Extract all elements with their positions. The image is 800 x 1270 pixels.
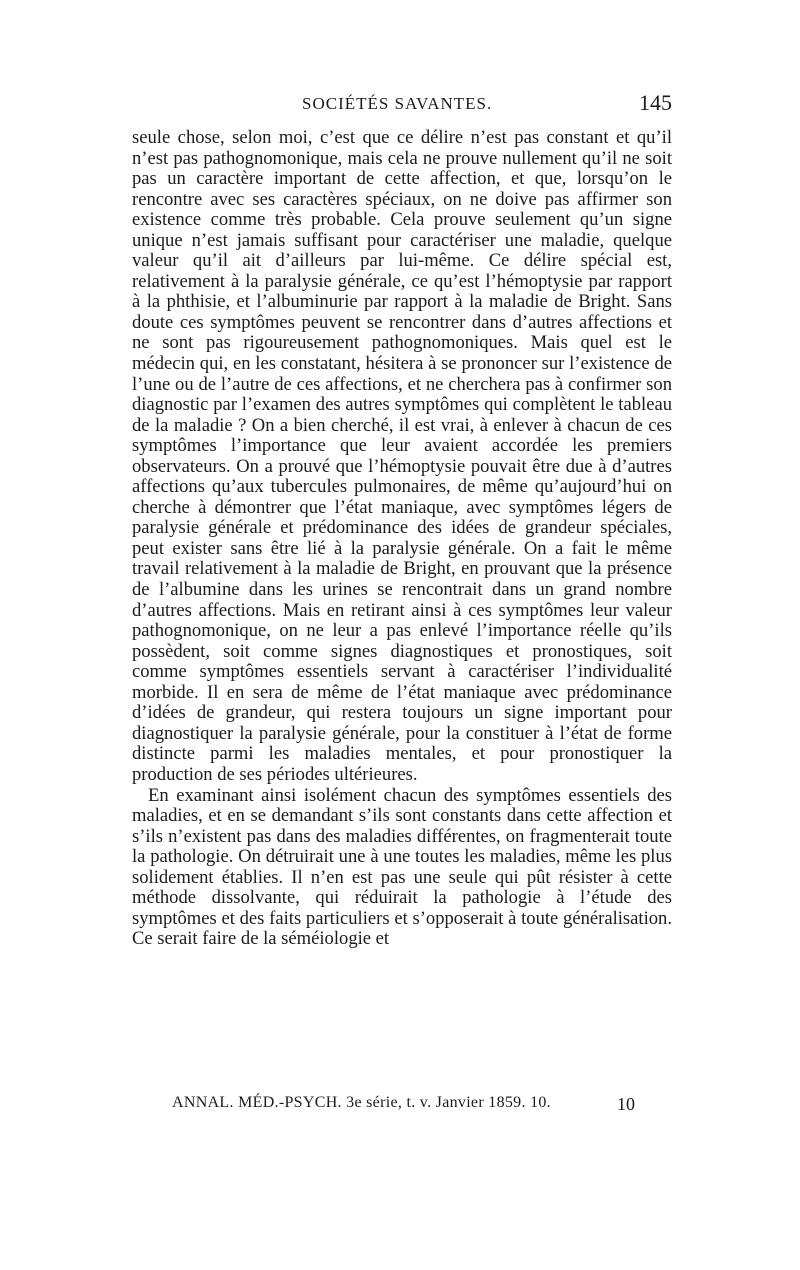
page-number: 145: [639, 90, 672, 115]
page-header: [132, 90, 680, 120]
paragraph-2: En examinant ainsi isolément chacun des symptômes essentiels des maladies, et en se demandant s’ils sont constants dans cette affection et s’ils n’existent pas dans des maladies différentes, on fragmenterait toute la pathologie. On détruirait une à une toutes les maladies, même les plus solidement établies. Il n’en est pas une seule qui pût résister à cette méthode dissolvante, qui réduirait la pathologie à l’étude des symptômes et des faits particuliers et s’opposerait à toute généralisation. Ce serait faire de la séméiologie et: [132, 784, 672, 950]
page-footer: [172, 1094, 652, 1118]
printer-signature-line: ANNAL. MÉD.-PSYCH. 3e série, t. v. Janvier 1859. 10.: [172, 1094, 551, 1111]
body-text: [132, 128, 672, 950]
paragraph-1: seule chose, selon moi, c’est que ce délire n’est pas constant et qu’il n’est pas pathognomonique, mais cela ne prouve nullement qu’il ne soit pas un caractère important de cette affection, et que, lorsqu’on le rencontre avec ses caractères spéciaux, on ne doive pas affirmer son existence comme très probable. Cela prouve seulement qu’un signe unique n’est jamais suffisant pour caractériser une maladie, quelque valeur qu’il ait d’ailleurs par lui-même. Ce délire spécial est, relativement à la paralysie générale, ce qu’est l’hémoptysie par rapport à la phthisie, et l’albuminurie par rapport à la maladie de Bright. Sans doute ces symptômes peuvent se rencontrer dans d’autres affections et ne sont pas rigoureusement pathognomoniques. Mais quel est le médecin qui, en les constatant, hésitera à se prononcer sur l’existence de l’une ou de l’autre de ces affections, et ne cherchera pas à confirmer son diagnostic par l’examen des autres symptômes qui complètent le tableau de la maladie ? On a bien cherché, il est vrai, à enlever à chacun de ces symptômes l’importance que leur avaient accordée les premiers observateurs. On a prouvé que l’hémoptysie pouvait être due à d’autres affections qu’aux tubercules pulmonaires, de même qu’aujourd’hui on cherche à démontrer que l’état maniaque, avec symptômes légers de paralysie générale et prédominance des idées de grandeur spéciales, peut exister sans être lié à la paralysie générale. On a fait le même travail relativement à la maladie de Bright, en prouvant que la présence de l’albumine dans les urines se rencontrait dans un grand nombre d’autres affections. Mais en retirant ainsi à ces symptômes leur valeur pathognomonique, on ne leur a pas enlevé l’importance réelle qu’ils possèdent, soit comme signes diagnostiques et pronostiques, soit comme symptômes essentiels servant à caractériser l’individualité morbide. Il en sera de même de l’état maniaque avec prédominance d’idées de grandeur, qui restera toujours un signe important pour diagnostiquer la paralysie générale, pour la constituer à l’état de forme distincte parmi les maladies mentales, et pour pronostiquer la production de ses périodes ultérieures.: [132, 127, 672, 785]
signature-number: 10: [617, 1094, 635, 1114]
running-head: SOCIÉTÉS SAVANTES.: [302, 94, 493, 113]
